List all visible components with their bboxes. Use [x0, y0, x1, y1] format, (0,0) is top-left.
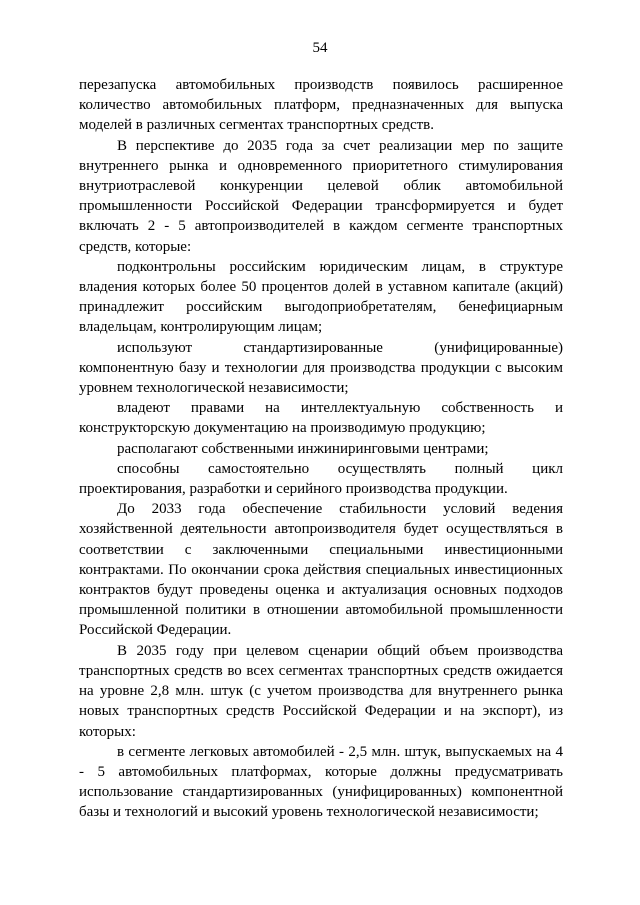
paragraph-continuation: перезапуска автомобильных производств появилось расширенное количество автомобильных платформ, предназначенных для выпуска моделей в различных сегментах транспортных средств. — [79, 77, 563, 134]
list-item-passenger-cars: в сегменте легковых автомобилей - 2,5 млн. штук, выпускаемых на 4 - 5 автомобильных платформах, которые должны предусматривать использование стандартизированных (унифицированных) компонентной базы и технологий и высокий уровень технологической независимости; — [79, 743, 563, 821]
paragraph-production-volume: В 2035 году при целевом сценарии общий объем производства транспортных средств во всех сегментах транспортных средств ожидается на уровне 2,8 млн. штук (с учетом производства для внутреннего рынка новых транспортных средств Российской Федерации и на экспорт), из которых: — [79, 642, 563, 740]
list-item-intellectual-property: владеют правами на интеллектуальную собственность и конструкторскую документацию на производимую продукцию; — [79, 400, 563, 437]
list-item-engineering-centers: располагают собственными инжиниринговыми центрами; — [117, 440, 489, 457]
list-item-ownership: подконтрольны российским юридическим лицам, в структуре владения которых более 50 процентов долей в уставном капитале (акций) принадлежит российским выгодоприобретателям, бенефициарным владельцам, контролирующим лицам; — [79, 258, 563, 336]
document-body — [79, 75, 563, 823]
paragraph-investment-contracts: До 2033 года обеспечение стабильности условий ведения хозяйственной деятельности автопроизводителя будет осуществляться в соответствии с заключенными специальными инвестиционными контрактами. По окончании срока действия специальных инвестиционных контрактов будут проведены оценка и актуализация основных подходов промышленной политики в отношении автомобильной промышленности Российской Федерации. — [79, 501, 563, 639]
page-number: 54 — [312, 40, 328, 56]
list-item-full-cycle: способны самостоятельно осуществлять полный цикл проектирования, разработки и серийного производства продукции. — [79, 460, 563, 498]
paragraph-target-outlook: В перспективе до 2035 года за счет реализации мер по защите внутреннего рынка и одновременного приоритетного стимулирования внутриотраслевой конкуренции целевой облик автомобильной промышленности Российской Федерации трансформируется и будет включать 2 - 5 автопроизводителей в каждом сегменте транспортных средств, которые: — [79, 137, 563, 255]
list-item-standardized-components: используют стандартизированные (унифицированные) компонентную базу и технологии для производства продукции с высоким уровнем технологической независимости; — [79, 339, 563, 397]
